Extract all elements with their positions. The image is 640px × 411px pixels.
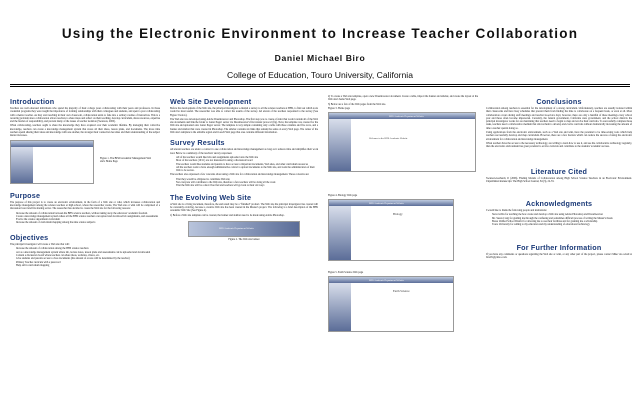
list-item: • Give students and parents access to class documents (the amount of access will be determined by the teacher): [16, 257, 160, 260]
list-item: • Contain a discussion board where teachers can share ideas, websites, videos, etc.: [16, 254, 160, 257]
further-info-heading: For Further Information: [516, 242, 602, 252]
list-item: • Help aid in curriculum mapping: [16, 264, 160, 267]
list-item: • Increase the amount of curriculum mapping among the nine science subjects: [16, 221, 160, 224]
list-item: • That the Web site will be a short lived fad and teachers will go back to their old ways: [176, 184, 318, 187]
objectives-list: [10, 247, 160, 267]
list-item: • That they would be obligated to contribute Web site: [176, 178, 318, 181]
literature-citation: Swanson-Gerhardt, P. (2006). Finding Models of Collaboration among High School Science Teachers in an Electronic Environment. Unpublished manuscript. The High School Journal, 84 (3), 22-33.: [486, 176, 632, 183]
list-item: • Primary Teacher curricula with a password: [16, 261, 160, 264]
figure-3-home-page: [328, 112, 476, 172]
survey-paragraph-1: All eleven teachers are under a contract to use collaboration and knowledge management as long as it reduces time and simplifies their work load. Below is a summary of the teachers' survey responses:: [170, 148, 318, 155]
list-item: • All the teachers want to have enough administrative control to upload documents to the Web site, and want the administration of their Web to be secure.: [176, 166, 318, 173]
figure-5-banner-text: BHS Academic Department Website: [369, 278, 404, 282]
header-rule-bottom: [10, 86, 630, 87]
web-dev-paragraph-1: Before the development of the Web site, the principal investigator e-mailed a survey to all the science teachers at BHS, to find out which tools would be most useful. The researcher was able to collect the results of the survey. All eleven of the teachers responded to the survey (See Figure 3 below).: [170, 107, 318, 117]
survey-concerns-list: [170, 178, 318, 188]
list-item: [16, 225, 160, 228]
figure-3-caption: Figure 3. Home page: [328, 106, 350, 110]
objectives-heading: Objectives: [10, 233, 49, 243]
figure-3-banner-text: BHS Academic Department Website: [389, 114, 424, 118]
survey-heading: Survey Results: [170, 138, 225, 148]
evolving-heading: The Evolving Web Site: [170, 192, 252, 202]
list-item: • Steve Gibbs for teaching me how create and develop a Web site using Adobe Photoshop and Dreamweaver: [492, 213, 632, 216]
poster-author: Daniel Michael Biro: [274, 53, 366, 63]
figure-2-caption: Figure 2. The Web site banner: [228, 237, 260, 241]
list-item: • Increase the amount of collaboration between the BHS science teachers, without taking away the educators' academic freedom: [16, 212, 160, 215]
list-item: • Act as a knowledge management system where lab, lecture notes, lesson plans and assessments can be uploaded and downloaded: [16, 251, 160, 254]
conclusions-heading: Conclusions: [536, 97, 582, 106]
poster-title: Using the Electronic Environment to Increase Teacher Collaboration: [61, 26, 579, 41]
web-dev-heading: Web Site Development: [170, 97, 252, 106]
column-3: [328, 95, 478, 405]
purpose-text: The purpose of this project is to create an electronic environment, in the form of a Web site or wiki, which increases collaboration and knowledge management among the science teachers at high school, where the researcher works. The Web site or wiki will be comprised of a discussion board and file sharing server. The researcher has decided to create the Web site for the following reasons:: [10, 200, 160, 211]
column-4: [486, 95, 632, 405]
acknowledgments-heading: Acknowledgments: [525, 199, 593, 209]
figure-4-banner-text: BHS Academic Department Website: [369, 201, 404, 205]
header-rule-top: [10, 84, 630, 85]
further-info-text: If you have any comments or questions regarding the Web site or wiki, or any other part of the project, please contact Mike via e-mail at biro95@yahoo.com.: [486, 252, 632, 259]
list-item: • Berea Unified School District for allowing me to use their facilities and for granting me a scholarship: [492, 220, 632, 223]
conclusions-paragraph-1: Collaboration among teachers is essential for the development of a strong curriculum. Unfortunately, teachers are usually isolated within their classrooms and have busy schedules that prevent them from finding the time to collaborate on a frequent basis, or even at all. Most collaboration occurs during staff meetings and teacher in-service days; however, there are only a handful of these meetings every school year and these often become impersonal. Currently, the federal government, California state government, and the school districts the principal investigator works for are mandating that teachers need to begin to map and evolve their curricula. To successfully complete these tasks, teachers need a collaborative medium that allows them to develop and evolve curricula without dramatically increasing the amount of time a teacher spends doing so.: [486, 107, 632, 130]
objectives-text: The principal investigator will create a Web site that will:: [10, 243, 70, 247]
survey-list: [170, 156, 318, 172]
list-item: • All of the teachers would like labs and assignments uploaded onto the Web site: [176, 156, 318, 159]
introduction-heading: Introduction: [10, 97, 55, 106]
evolving-paragraph-2: 1) Before a Web site template can be created, the banner and sidebar need to be made using Adobe Photoshop.: [170, 213, 285, 217]
figure-4-biology-label: Biology: [393, 211, 403, 216]
list-item: • Most of the teachers (10/11) are not interested in using a discussion board: [176, 159, 318, 162]
step-3-text: 3) Below are a few of the Web pages from the Web site.: [328, 102, 386, 106]
conclusions-paragraph-3: When teachers have the access to the necessary technology, are willing to learn how to use it, and see the collaborative technology regularly, then the electronic environment has great potential to evolve curricula and contribute to the students' academic success.: [486, 141, 632, 149]
column-2: [170, 95, 318, 405]
figure-5-earth-science-page: [328, 276, 454, 332]
introduction-paragraph-1: Teachers are well educated individuals who spend the majority of their college years collaborating with their peers and professors. In these credential programs they were taught the importance of forming relationships with their colleagues and students, and spent a year collaborating with a mentor teacher. As they start teaching in their own classroom, collaboration tends to fade into a solitary routine of instruction. This is a recurring problem since collaboration allows teachers to share ideas and reflect on their teaching, develop curriculum, share resources, expertise and the burden of responsibility, and prevent many of the issues of teacher isolation (Swanson, 2000).: [10, 107, 160, 124]
list-item: • Increase the amount of collaboration among the BHS science teachers: [16, 247, 160, 250]
introduction-paragraph-2: When collaborating, teachers ought to share the knowledge they have acquired over their academic lifetime. By managing their collective knowledge, teachers can create a knowledge management system that stores all their ideas, lesson plans, and documents. The more time teachers spend sharing their ideas and knowledge with one another, the stronger their connection becomes and their understanding of the subject matter increases.: [10, 124, 160, 138]
poster-affiliation: College of Education, Touro University, California: [227, 70, 413, 80]
list-item: • Mr. Susan Craig for guiding me through the confusing and sometimes difficult process of writing the Master's thesis: [492, 217, 632, 220]
conclusions-paragraph-2: Using applications from the electronic environment, such as a Web site and wiki, have the potential to be time-saving tools which help teachers successfully develop and map curriculum. However, there are a few barriers which can reduce the success of using the electronic environment for collaboration and knowledge management.: [486, 131, 632, 141]
list-item: • Touro University for adding to my education and my understanding of educational technology: [492, 223, 632, 226]
figure-5-caption: Figure 5. Earth Science Web page: [328, 270, 364, 274]
figure-4-caption: Figure 4. Biology Web page: [328, 193, 358, 197]
purpose-list: [10, 212, 160, 228]
list-item: • The teachers would like students and parents to have access to important documents, Web sites, and other curriculum resources: [176, 163, 318, 166]
list-item: • Not everyone will contribute to the Web site, therefore a few teachers will be doing all the work: [176, 181, 318, 184]
figure-2-banner-text: BHS Academic Department Website: [219, 226, 254, 230]
figure-4-biology-page: [328, 199, 454, 261]
column-1: [10, 95, 160, 405]
web-dev-paragraph-2: The Web site was developed using Adobe Dreamweaver and Photoshop. The first step was to create a folder that would contain all of the Web site documents and link the folder to Lunar Pages' server via Dreamweaver's file transfer protocol (ftp). Next, the template was created for the Web site and uploaded onto Lunar Pages' server. The template is very simple containing only a table with three columns and five rows, and a banner and sidebar that were created in Photoshop. The sidebar contains six links that remain the same on every Web page. The center of the Web site's template is the editable region and in each Web page that area contains different information.: [170, 117, 318, 135]
list-item: • Evolve the science department curriculum: [16, 218, 160, 221]
figure-1-caption: Figure 1. The BISD Academic Management Web site's Home Page: [100, 156, 152, 163]
acknowledgments-text: I would like to thank the following people and institutions:: [486, 209, 548, 213]
step-2-text: 2) To create a Web site template, open a new Dreamweaver document. Create a table, import the banner and sidebar, and create the layout of the Web site's home Web page.: [328, 95, 478, 102]
figure-3-welcome-text: Welcome to the BHS Academic Website: [369, 136, 408, 140]
list-item: • Create a knowledge management system where all the BHS science teachers can upload and download lab assignments, and assessments: [16, 215, 160, 218]
figure-2-banner: [188, 221, 300, 237]
purpose-heading: Purpose: [10, 190, 41, 200]
acknowledgments-list: [486, 213, 632, 226]
survey-paragraph-2: The teachers also expressed a few concerns about using a Web site for collaboration and knowledge management. These concerns are:: [170, 173, 310, 177]
evolving-paragraph-1: A Web site is a living document, therefore, the end result may be a "finished" product. The Web site the principal investigator has created will be constantly evolving, because a creative Web site has been created in the Master's project. The following is a brief description of the BHS Academic Web Site (See Figure 4).: [170, 202, 318, 213]
literature-heading: Literature Cited: [530, 166, 588, 176]
figure-5-earth-label: Earth Science: [393, 288, 410, 293]
figure-1-screenshot: [10, 140, 94, 184]
